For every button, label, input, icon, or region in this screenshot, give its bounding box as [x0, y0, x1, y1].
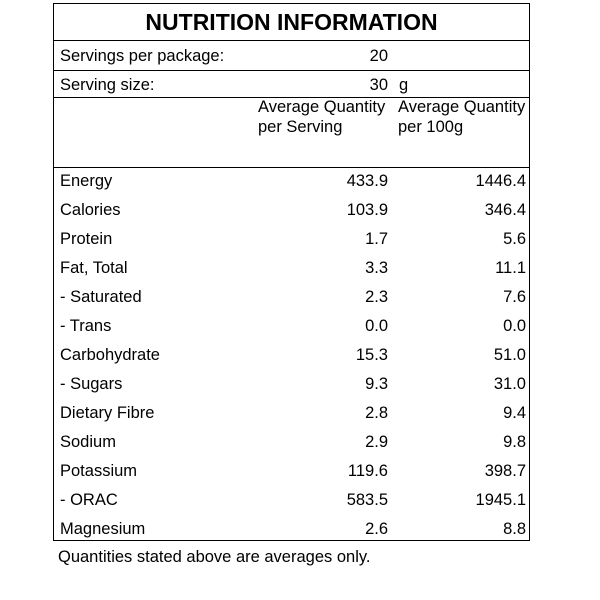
per-serving-value: 103.9: [346, 201, 388, 219]
nutrient-label: Potassium: [60, 462, 138, 480]
table-row: [54, 399, 529, 428]
per-100g-value: 1446.4: [475, 172, 526, 190]
per-serving-value: 433.9: [346, 172, 388, 190]
per-serving-value: 2.6: [365, 520, 388, 538]
nutrient-label: Dietary Fibre: [60, 404, 155, 422]
table-row: [54, 312, 529, 341]
table-row: [54, 225, 529, 254]
table-row: [54, 254, 529, 283]
nutrient-label: - ORAC: [60, 491, 118, 509]
per-serving-value: 1.7: [365, 230, 388, 248]
per-100g-value: 0.0: [503, 317, 526, 335]
per-serving-value: 119.6: [347, 462, 388, 480]
nutrient-label: Sodium: [60, 433, 116, 451]
per-serving-value: 2.9: [365, 433, 388, 451]
per-serving-value: 15.3: [355, 346, 388, 364]
table-row: [54, 283, 529, 312]
nutrient-label: Magnesium: [60, 520, 146, 538]
nutrition-panel: [53, 3, 530, 541]
serving-size-label: Serving size:: [60, 76, 155, 94]
per-100g-value: 9.4: [503, 404, 526, 422]
table-row: [54, 515, 529, 544]
column-header-per-serving: Average Quantity per Serving: [258, 98, 386, 136]
per-100g-value: 8.8: [503, 520, 526, 538]
per-100g-value: 11.1: [495, 259, 526, 277]
table-row: [54, 457, 529, 486]
nutrient-label: Calories: [60, 201, 121, 219]
nutrient-label: Energy: [60, 172, 113, 190]
per-100g-value: 398.7: [484, 462, 526, 480]
per-serving-value: 3.3: [365, 259, 388, 277]
serving-size-unit: g: [399, 76, 409, 94]
nutrient-label: Fat, Total: [60, 259, 128, 277]
per-100g-value: 1945.1: [475, 491, 526, 509]
nutrient-label: - Saturated: [60, 288, 142, 306]
table-row: [54, 196, 529, 225]
per-serving-value: 0.0: [365, 317, 388, 335]
table-row: [54, 428, 529, 457]
per-100g-value: 7.6: [503, 288, 526, 306]
nutrient-label: Carbohydrate: [60, 346, 160, 364]
servings-per-package-label: Servings per package:: [60, 47, 225, 65]
per-serving-value: 9.3: [365, 375, 388, 393]
footnote: Quantities stated above are averages only.: [58, 548, 371, 566]
panel-title: NUTRITION INFORMATION: [145, 9, 438, 35]
per-serving-value: 2.8: [365, 404, 388, 422]
servings-per-package-value: 20: [369, 47, 388, 65]
per-serving-value: 583.5: [346, 491, 388, 509]
table-row: [54, 370, 529, 399]
table-row: [54, 167, 529, 196]
servings-per-package-row: [54, 41, 529, 71]
per-100g-value: 51.0: [493, 346, 526, 364]
serving-size-value: 30: [369, 76, 388, 94]
per-100g-value: 9.8: [503, 433, 526, 451]
serving-size-row: [54, 70, 529, 100]
per-100g-value: 31.0: [493, 375, 526, 393]
nutrient-label: - Sugars: [60, 375, 123, 393]
per-100g-value: 346.4: [484, 201, 526, 219]
table-row: [54, 486, 529, 515]
nutrient-label: - Trans: [60, 317, 112, 335]
table-row: [54, 341, 529, 370]
nutrient-table: [54, 167, 529, 544]
per-100g-value: 5.6: [503, 230, 526, 248]
nutrient-label: Protein: [60, 230, 113, 248]
per-serving-value: 2.3: [365, 288, 388, 306]
column-header-per-100g: Average Quantity per 100g: [398, 98, 526, 136]
